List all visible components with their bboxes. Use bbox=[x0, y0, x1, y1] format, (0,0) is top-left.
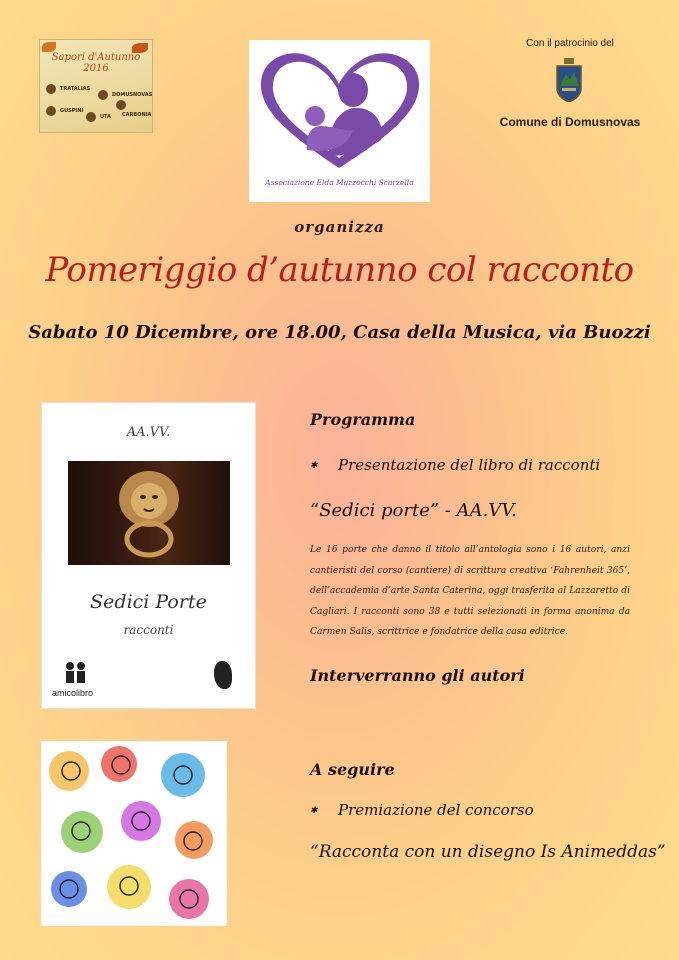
program-item-text: Presentazione del libro di racconti bbox=[338, 456, 601, 474]
book-authors: AA.VV. bbox=[126, 425, 171, 440]
heart-icon bbox=[249, 40, 430, 180]
book-title: Sedici Porte bbox=[90, 591, 207, 613]
festival-poster bbox=[40, 40, 152, 132]
program-heading: Programma bbox=[310, 410, 416, 429]
organizza-label: organizza bbox=[294, 218, 385, 236]
lion-knocker-icon bbox=[68, 461, 230, 565]
festival-town: GUSPINI bbox=[60, 108, 84, 114]
seal-icon bbox=[46, 84, 56, 94]
patronage-label: Con il patrocinio del bbox=[526, 38, 614, 49]
seal-icon bbox=[98, 90, 108, 100]
comune-name: Comune di Domusnovas bbox=[499, 115, 641, 129]
event-date-location: Sabato 10 Dicembre, ore 18.00, Casa della Musica, via Buozzi bbox=[28, 322, 651, 343]
seal-icon bbox=[86, 112, 96, 122]
following-heading: A seguire bbox=[310, 760, 395, 779]
sardinia-icon bbox=[214, 661, 232, 689]
association-name: Associazione Elda Mazzocchi Scarzella bbox=[265, 178, 414, 187]
book-cover-image bbox=[42, 403, 255, 708]
event-title: Pomeriggio d’autunno col racconto bbox=[45, 250, 634, 290]
book-publisher: amicolibro bbox=[52, 688, 94, 698]
kids-drawing-image bbox=[41, 741, 227, 926]
seal-icon bbox=[46, 106, 56, 116]
municipal-crest-icon bbox=[554, 58, 584, 102]
door-knocker-photo bbox=[68, 461, 230, 565]
book-subtitle: racconti bbox=[123, 623, 174, 637]
association-logo bbox=[249, 40, 430, 202]
leaf-icon bbox=[42, 42, 56, 52]
following-item-text: Premiazione del concorso bbox=[338, 801, 534, 819]
festival-title: Sapori d'Autunno 2016 bbox=[51, 52, 141, 74]
children-figures-icon bbox=[41, 741, 227, 926]
following-item bbox=[310, 801, 534, 819]
festival-town: CARBONIA bbox=[122, 112, 152, 118]
book-description: Le 16 porte che danno il titolo all’antologia sono i 16 autori, anzi cantieristi del corso (cantiere) di scrittura creativa ‘Fahrenheit 365’, dell’accademia d’arte Santa Caterina, oggi trasferita al Lazzaretto di Cagliari. I racconti sono 38 e tutti selezionati in forma anonima da Carmen Salis, scrittrice e fondatrice della casa editrice. bbox=[310, 545, 630, 637]
book-quote: “Sedici porte” - AA.VV. bbox=[310, 500, 517, 521]
publisher-logo-icon bbox=[62, 661, 88, 685]
festival-town: DOMUSNOVAS bbox=[112, 92, 152, 98]
festival-town: UTA bbox=[100, 114, 111, 120]
festival-town: TRATALIAS bbox=[60, 86, 91, 92]
bullet-icon: ✱ bbox=[310, 461, 318, 471]
contest-name: “Racconta con un disegno Is Animeddas” bbox=[310, 842, 666, 862]
seal-icon bbox=[116, 100, 126, 110]
bullet-icon: ✱ bbox=[310, 806, 318, 816]
authors-note: Interverranno gli autori bbox=[310, 666, 525, 685]
program-item bbox=[310, 456, 600, 474]
